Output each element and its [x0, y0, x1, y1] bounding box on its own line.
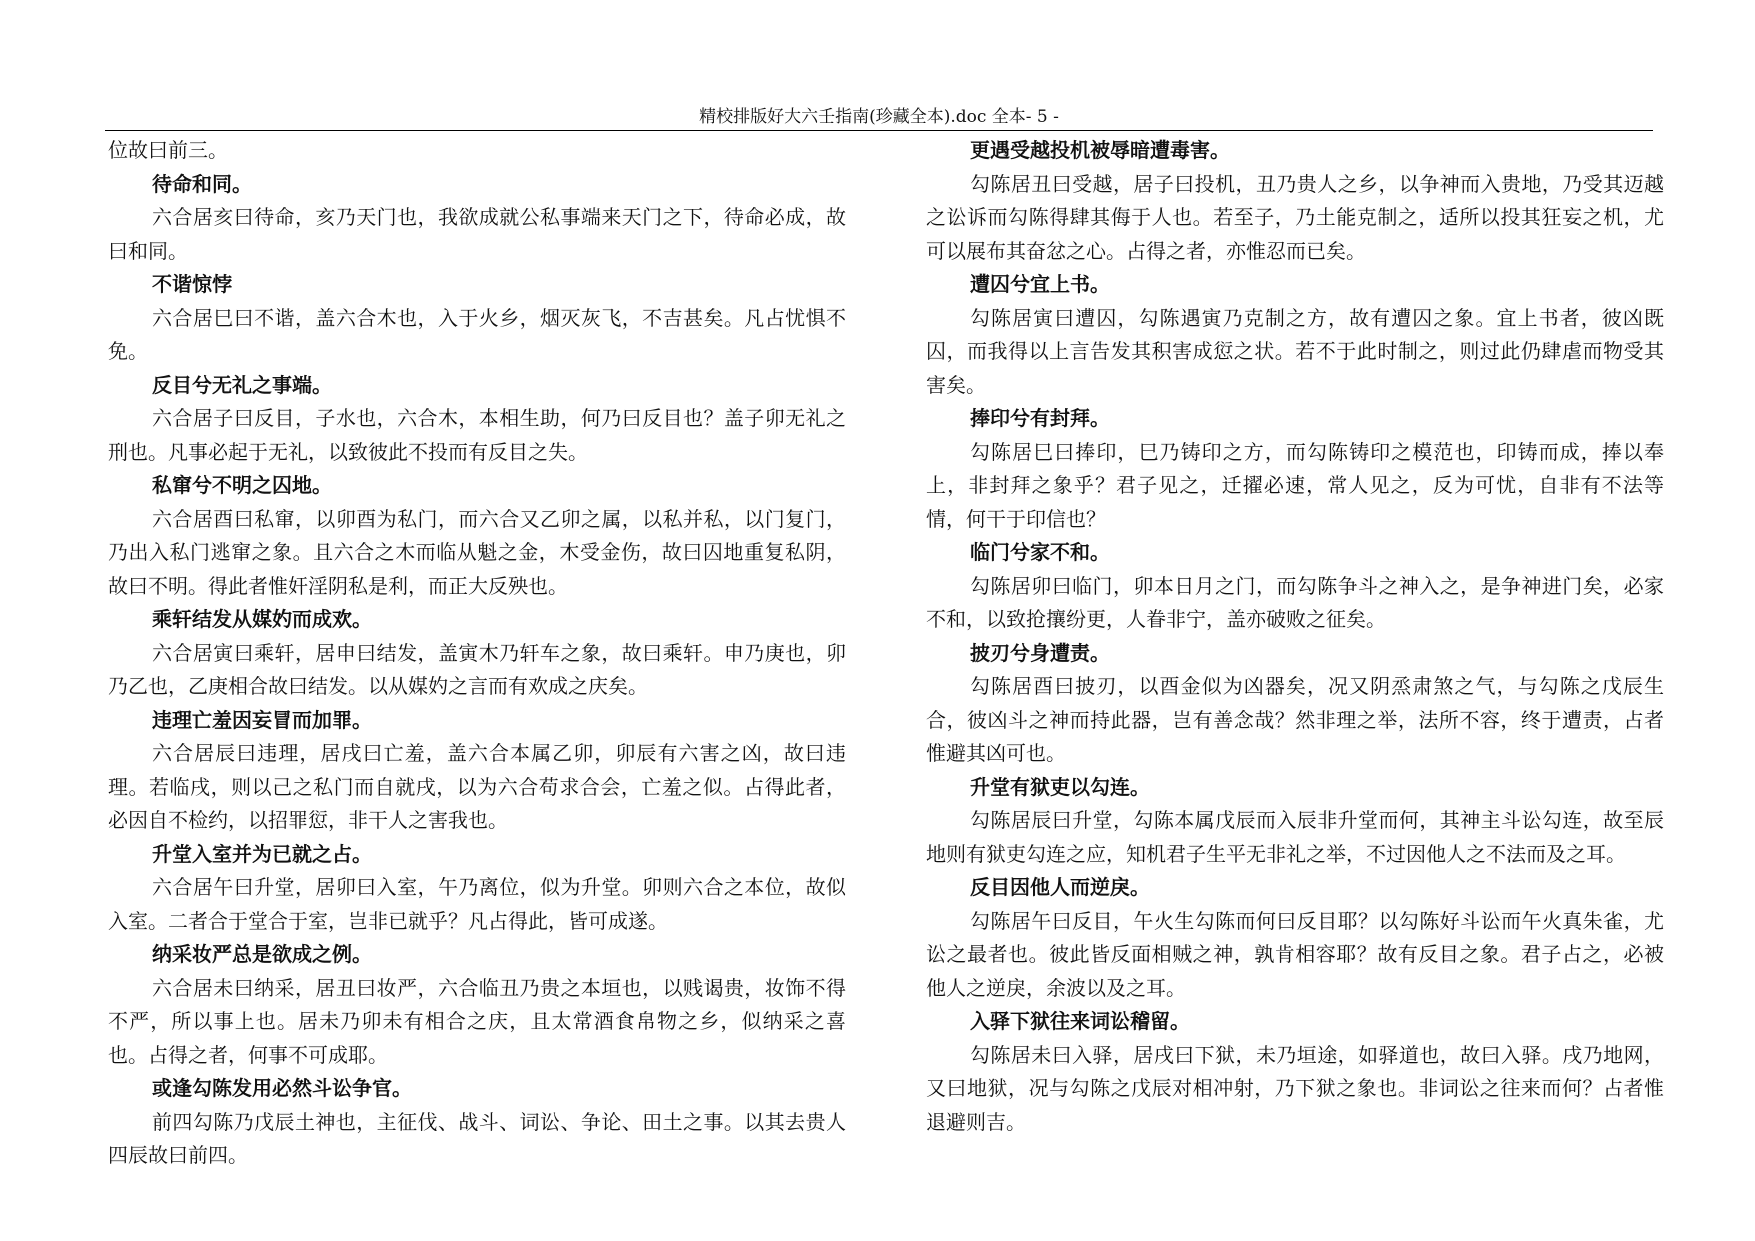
commentary-paragraph: 六合居亥曰待命，亥乃天门也，我欲成就公私事端来天门之下，待命必成，故曰和同。: [108, 205, 846, 263]
left-column: [108, 134, 846, 1173]
verse-heading: 乘轩结发从媒妁而成欢。: [152, 607, 372, 631]
right-column: [926, 134, 1664, 1139]
commentary-paragraph: 六合居未曰纳采，居丑曰妆严，六合临丑乃贵之本垣也，以贱谒贵，妆饰不得不严，所以事上也。居未乃卯未有相合之庆，且太常酒食帛物之乡，似纳采之喜也。占得之者，何事不可成耶。: [108, 975, 846, 1067]
commentary-paragraph: 勾陈居午曰反目，午火生勾陈而何曰反目耶？以勾陈好斗讼而午火真朱雀，尤讼之最者也。彼此皆反面相贼之神，孰肯相容耶？故有反目之象。君子占之，必被他人之逆戾，余波以及之耳。: [926, 908, 1664, 1000]
verse-heading: 捧印兮有封拜。: [970, 406, 1110, 430]
commentary-paragraph: 勾陈居寅曰遭囚，勾陈遇寅乃克制之方，故有遭囚之象。宜上书者，彼凶既囚，而我得以上言告发其积害成愆之状。若不于此时制之，则过此仍肆虐而物受其害矣。: [926, 305, 1664, 397]
page-header: [105, 104, 1653, 131]
commentary-paragraph: 六合居午曰升堂，居卯曰入室，午乃离位，似为升堂。卯则六合之本位，故似入室。二者合于堂合于室，岂非已就乎？凡占得此，皆可成遂。: [108, 875, 846, 933]
verse-heading: 披刃兮身遭责。: [970, 640, 1110, 665]
commentary-paragraph: 勾陈居卯曰临门，卯本日月之门，而勾陈争斗之神入之，是争神进门矣，必家不和，以致抢攘纷更，人眷非宁，盖亦破败之征矣。: [926, 573, 1664, 631]
commentary-paragraph: 勾陈居酉曰披刃，以酉金似为凶器矣，况又阴烝肃煞之气，与勾陈之戊辰生合，彼凶斗之神而持此器，岂有善念哉？然非理之举，法所不容，终于遭责，占者惟避其凶可也。: [926, 674, 1664, 765]
verse-heading: 升堂入室并为已就之占。: [152, 841, 372, 866]
commentary-paragraph: 勾陈居丑曰受越，居子曰投机，丑乃贵人之乡，以争神而入贵地，乃受其迈越之讼诉而勾陈得肆其侮于人也。若至子，乃土能克制之，适所以投其狂妄之机，尤可以展布其奋忿之心。占得之者，亦惟忍而已矣。: [926, 171, 1664, 263]
verse-heading: 不谐惊悖: [152, 272, 232, 296]
verse-heading: 更遇受越投机被辱暗遭毒害。: [970, 138, 1230, 162]
commentary-paragraph: 六合居寅曰乘轩，居申曰结发，盖寅木乃轩车之象，故曰乘轩。申乃庚也，卯乃乙也，乙庚相合故曰结发。以从媒妁之言而有欢成之庆矣。: [108, 640, 846, 698]
verse-heading: 临门兮家不和。: [970, 540, 1110, 564]
verse-heading: 升堂有狱吏以勾连。: [970, 774, 1150, 799]
commentary-paragraph: 六合居辰曰违理，居戌曰亡羞，盖六合本属乙卯，卯辰有六害之凶，故曰违理。若临戌，则以己之私门而自就戌，以为六合苟求合会，亡羞之似。占得此者，必因自不检约，以招罪愆，非干人之害我也。: [108, 741, 846, 832]
verse-heading: 反目兮无礼之事端。: [152, 372, 332, 397]
verse-heading: 待命和同。: [152, 171, 252, 196]
commentary-paragraph: 勾陈居未曰入驿，居戌曰下狱，未乃垣途，如驿道也，故曰入驿。戌乃地网，又曰地狱，况与勾陈之戊辰对相冲射，乃下狱之象也。非词讼之往来而何？占者惟退避则吉。: [926, 1042, 1664, 1134]
verse-heading: 遭囚兮宜上书。: [970, 272, 1110, 296]
verse-heading: 纳采妆严总是欲成之例。: [152, 942, 372, 966]
commentary-paragraph: 六合居巳曰不谐，盖六合木也，入于火乡，烟灭灰飞，不吉甚矣。凡占忧惧不免。: [108, 305, 846, 363]
commentary-paragraph: 勾陈居辰曰升堂，勾陈本属戊辰而入辰非升堂而何，其神主斗讼勾连，故至辰地则有狱吏勾连之应，知机君子生平无非礼之举，不过因他人之不法而及之耳。: [926, 808, 1664, 866]
commentary-paragraph: 勾陈居巳曰捧印，巳乃铸印之方，而勾陈铸印之模范也，印铸而成，捧以奉上，非封拜之象乎？君子见之，迁擢必速，常人见之，反为可忧，自非有不法等情，何干于印信也？: [926, 439, 1664, 531]
commentary-paragraph: 六合居酉曰私窜，以卯酉为私门，而六合又乙卯之属，以私并私，以门复门，乃出入私门逃窜之象。且六合之木而临从魁之金，木受金伤，故曰囚地重复私阴，故曰不明。得此者惟奸淫阴私是利，而正大反殃也。: [108, 506, 846, 598]
verse-heading: 入驿下狱往来词讼稽留。: [970, 1009, 1190, 1033]
continued-text: 位故曰前三。: [108, 138, 228, 162]
verse-heading: 私窜兮不明之囚地。: [152, 473, 332, 497]
commentary-paragraph: 六合居子曰反目，子水也，六合木，本相生助，何乃曰反目也？盖子卯无礼之刑也。凡事必起于无礼，以致彼此不投而有反目之失。: [108, 406, 846, 464]
header-title: 精校排版好大六壬指南(珍藏全本).doc 全本- 5 -: [699, 107, 1059, 127]
verse-heading: 反目因他人而逆戾。: [970, 875, 1150, 899]
verse-heading: 违理亡羞因妄冒而加罪。: [152, 707, 372, 732]
commentary-paragraph: 前四勾陈乃戊辰土神也，主征伐、战斗、词讼、争论、田土之事。以其去贵人四辰故曰前四。: [108, 1109, 846, 1167]
verse-heading: 或逢勾陈发用必然斗讼争官。: [152, 1076, 412, 1100]
